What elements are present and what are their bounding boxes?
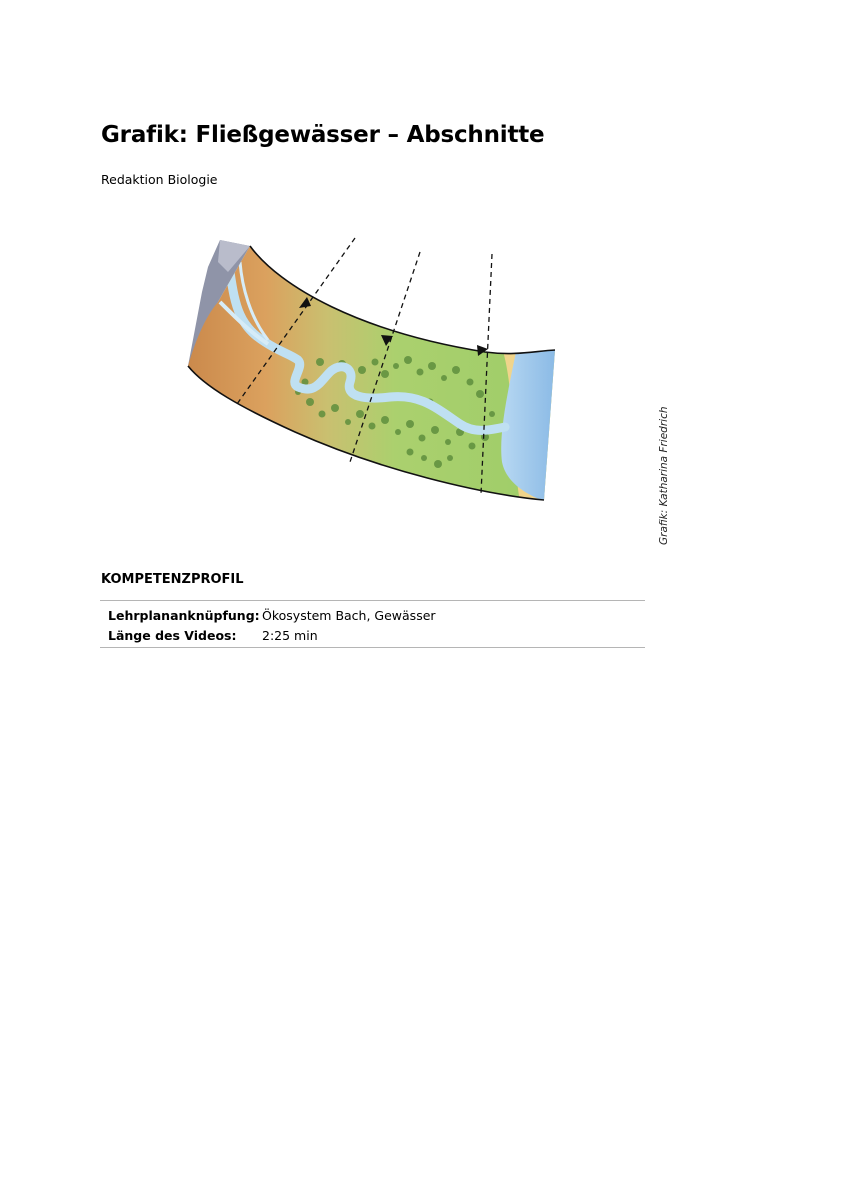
- author-line: Redaktion Biologie: [101, 172, 218, 187]
- row-value: Ökosystem Bach, Gewässer: [262, 607, 436, 623]
- row-label: Länge des Videos:: [108, 627, 237, 643]
- document-title: Grafik: Fließgewässer – Abschnitte: [101, 122, 545, 148]
- image-credit: Grafik: Katharina Friedrich: [658, 406, 670, 545]
- row-value: 2:25 min: [262, 627, 318, 643]
- row-label: Lehrplananknüpfung:: [108, 607, 260, 623]
- profile-row-curriculum: [100, 605, 645, 625]
- profile-heading: KOMPETENZPROFIL: [101, 572, 244, 587]
- profile-row-video-length: [100, 625, 645, 645]
- river-sections-illustration: [180, 232, 570, 508]
- competence-profile-table: [100, 600, 645, 648]
